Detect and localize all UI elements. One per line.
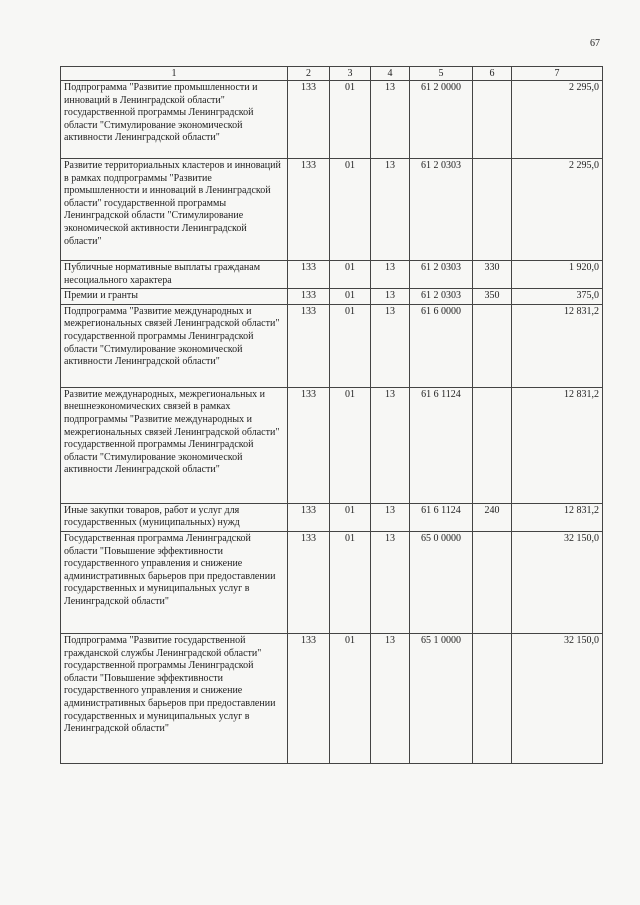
cell-section: 01 [330, 531, 371, 633]
cell-subsection: 13 [371, 261, 410, 289]
column-header: 1 [61, 67, 288, 81]
cell-code: 133 [288, 387, 330, 503]
table-row [61, 81, 603, 159]
cell-section: 01 [330, 633, 371, 763]
cell-expense-type [473, 387, 512, 503]
table-row [61, 531, 603, 633]
cell-target-article: 65 1 0000 [410, 633, 473, 763]
table-row [61, 289, 603, 305]
cell-name: Подпрограмма "Развитие государственной гражданской службы Ленинградской области" государственной программы Ленинградской области "Повышение эффективности государственного управления и снижение административных барьеров при предоставлении государственных и муниципальных услуг в Ленинградской области" [61, 633, 288, 763]
cell-name: Премии и гранты [61, 289, 288, 305]
cell-section: 01 [330, 304, 371, 387]
table-row [61, 304, 603, 387]
cell-subsection: 13 [371, 289, 410, 305]
table-header-row [61, 67, 603, 81]
cell-amount: 12 831,2 [512, 304, 603, 387]
cell-target-article: 65 0 0000 [410, 531, 473, 633]
cell-subsection: 13 [371, 159, 410, 261]
cell-amount: 2 295,0 [512, 159, 603, 261]
cell-expense-type [473, 531, 512, 633]
cell-amount: 12 831,2 [512, 387, 603, 503]
cell-subsection: 13 [371, 387, 410, 503]
cell-expense-type: 330 [473, 261, 512, 289]
cell-section: 01 [330, 289, 371, 305]
cell-section: 01 [330, 387, 371, 503]
budget-table [60, 66, 603, 764]
cell-target-article: 61 6 0000 [410, 304, 473, 387]
cell-code: 133 [288, 531, 330, 633]
cell-expense-type [473, 81, 512, 159]
cell-target-article: 61 2 0000 [410, 81, 473, 159]
cell-name: Развитие территориальных кластеров и инноваций в рамках подпрограммы "Развитие промышленности и инноваций в Ленинградской области" государственной программы Ленинградской области "Стимулирование экономической активности Ленинградской области" [61, 159, 288, 261]
table-row [61, 159, 603, 261]
table-row [61, 261, 603, 289]
cell-amount: 32 150,0 [512, 633, 603, 763]
cell-code: 133 [288, 304, 330, 387]
cell-subsection: 13 [371, 304, 410, 387]
cell-section: 01 [330, 261, 371, 289]
table-row [61, 387, 603, 503]
cell-expense-type: 240 [473, 503, 512, 531]
cell-subsection: 13 [371, 633, 410, 763]
cell-target-article: 61 6 1124 [410, 503, 473, 531]
cell-section: 01 [330, 503, 371, 531]
cell-code: 133 [288, 503, 330, 531]
table-row [61, 633, 603, 763]
cell-target-article: 61 6 1124 [410, 387, 473, 503]
cell-code: 133 [288, 289, 330, 305]
cell-name: Подпрограмма "Развитие промышленности и инноваций в Ленинградской области" государственной программы Ленинградской области "Стимулирование экономической активности Ленинградской области" [61, 81, 288, 159]
cell-section: 01 [330, 81, 371, 159]
cell-subsection: 13 [371, 531, 410, 633]
cell-code: 133 [288, 81, 330, 159]
column-header: 3 [330, 67, 371, 81]
cell-subsection: 13 [371, 81, 410, 159]
column-header: 5 [410, 67, 473, 81]
column-header: 6 [473, 67, 512, 81]
column-header: 4 [371, 67, 410, 81]
cell-target-article: 61 2 0303 [410, 159, 473, 261]
cell-expense-type [473, 633, 512, 763]
cell-amount: 2 295,0 [512, 81, 603, 159]
cell-name: Развитие международных, межрегиональных и внешнеэкономических связей в рамках подпрограммы "Развитие международных и межрегиональных связей Ленинградской области" государственной программы Ленинградской области "Стимулирование экономической активности Ленинградской области" [61, 387, 288, 503]
cell-code: 133 [288, 159, 330, 261]
cell-code: 133 [288, 261, 330, 289]
column-header: 7 [512, 67, 603, 81]
cell-name: Публичные нормативные выплаты гражданам несоциального характера [61, 261, 288, 289]
cell-target-article: 61 2 0303 [410, 261, 473, 289]
cell-expense-type: 350 [473, 289, 512, 305]
cell-expense-type [473, 159, 512, 261]
table-row [61, 503, 603, 531]
page-number: 67 [590, 38, 600, 49]
cell-amount: 375,0 [512, 289, 603, 305]
cell-amount: 1 920,0 [512, 261, 603, 289]
cell-section: 01 [330, 159, 371, 261]
cell-subsection: 13 [371, 503, 410, 531]
cell-amount: 32 150,0 [512, 531, 603, 633]
column-header: 2 [288, 67, 330, 81]
cell-expense-type [473, 304, 512, 387]
cell-name: Государственная программа Ленинградской области "Повышение эффективности государственного управления и снижение административных барьеров при предоставлении государственных и муниципальных услуг в Ленинградской области" [61, 531, 288, 633]
cell-target-article: 61 2 0303 [410, 289, 473, 305]
cell-name: Подпрограмма "Развитие международных и межрегиональных связей Ленинградской области" государственной программы Ленинградской области "Стимулирование экономической активности Ленинградской области" [61, 304, 288, 387]
cell-code: 133 [288, 633, 330, 763]
cell-amount: 12 831,2 [512, 503, 603, 531]
cell-name: Иные закупки товаров, работ и услуг для государственных (муниципальных) нужд [61, 503, 288, 531]
